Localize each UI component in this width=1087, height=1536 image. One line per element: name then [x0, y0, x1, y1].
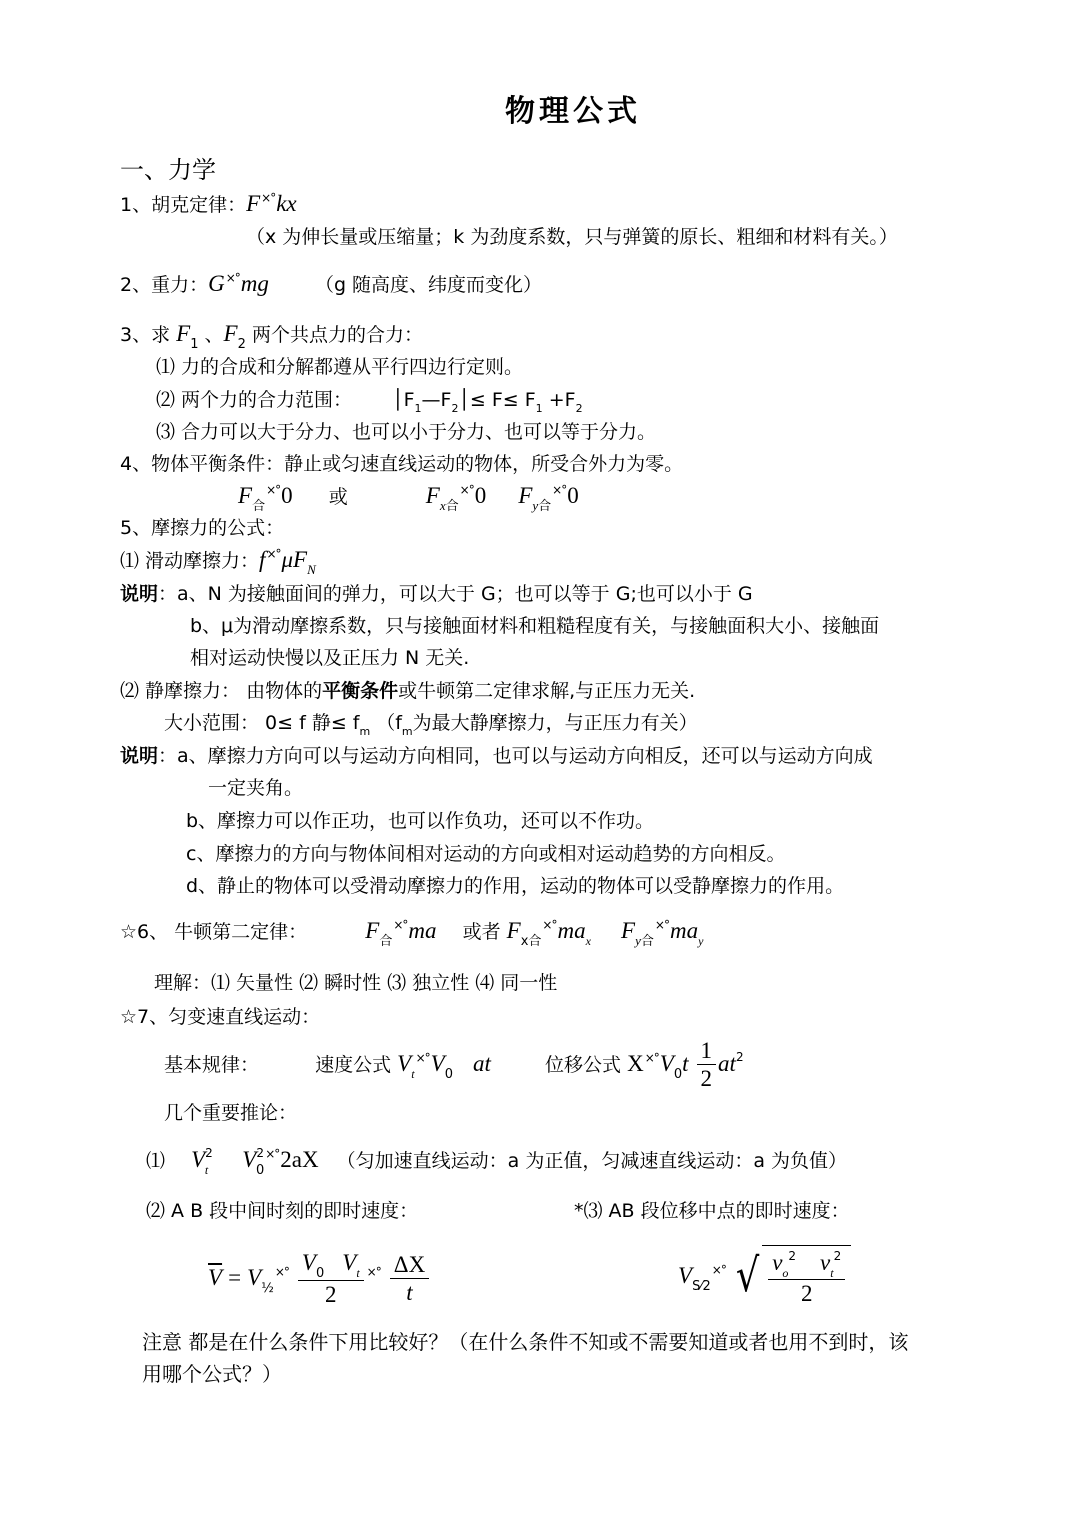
- resultant-heading: [120, 320, 423, 352]
- frac-denominator: 2: [700, 1066, 713, 1091]
- dx-numerator: ΔX: [390, 1252, 429, 1279]
- r1-Vt: V: [191, 1147, 206, 1172]
- inference-1: [146, 1146, 847, 1178]
- resultant-p2-c: │≤ F≤ F: [458, 389, 536, 411]
- displacement-formula-label: 位移公式: [545, 1054, 622, 1076]
- basic-label: 基本规律：: [164, 1054, 260, 1076]
- inference-2-label: ⑵ A B 段中间时刻的即时速度：: [146, 1200, 419, 1222]
- newton-sub-he: 合: [379, 934, 393, 949]
- half-fraction: [697, 1038, 717, 1093]
- friction-note2-b: b、摩擦力可以作正功，也可以作负功，还可以不作功。: [186, 810, 655, 832]
- sqrt-vt: v: [820, 1249, 831, 1275]
- sqrt-vt-sub: t: [830, 1265, 834, 1280]
- resultant-p2-s3: 1: [535, 402, 543, 415]
- inference-3-label: *⑶ AB 段位移中点的即时速度：: [574, 1200, 850, 1222]
- hooke-kx: kx: [276, 191, 297, 216]
- kinetic-muF: μF: [281, 547, 308, 572]
- note-label: 说明: [120, 583, 159, 605]
- v-half-sub: ½: [261, 1281, 274, 1296]
- eq-zero-x: 0: [474, 483, 487, 508]
- garbled-equals-glyph: ×°: [266, 483, 281, 497]
- friction-note2-a2: 一定夹角。: [208, 777, 304, 799]
- sqrt-vo: v: [772, 1249, 783, 1275]
- eq-F: F: [238, 483, 253, 508]
- sqrt-fraction: [768, 1250, 845, 1308]
- eq-zero: 0: [281, 483, 293, 508]
- vel-at: at: [473, 1051, 491, 1076]
- mid-time-velocity-formula: $\overline{V} = V_{\frac{1}{2}}^{\times^\circ}$ $\frac{V_0 V_t}{2}$ ×° $\frac{\Delta X}{t}$: [208, 1248, 431, 1312]
- note-a-text: ：a、N 为接触面间的弹力，可以大于 G；也可以等于 G;也可以小于 G: [158, 583, 753, 605]
- resultant-point-1: ⑴ 力的合成和分解都遵从平行四边行定则。: [156, 356, 524, 378]
- resultant-p2-b: —F: [421, 389, 452, 411]
- sqrt-denominator: 2: [800, 1280, 813, 1306]
- newton-sub-x: x: [520, 934, 529, 949]
- garbled-equals-glyph: ×°: [366, 1265, 381, 1279]
- resultant-p2-a: │F: [392, 389, 415, 411]
- r1-note: （匀加速直线运动：a 为正值，匀减速直线运动：a 为负值）: [336, 1150, 848, 1172]
- resultant-F2-sub: 2: [237, 337, 246, 352]
- r1-V0-sq: 2: [256, 1146, 264, 1160]
- eq-sub-he-x: 合: [445, 499, 459, 514]
- static-range-line: [164, 709, 698, 740]
- newton-Fy: F: [621, 918, 636, 943]
- kinetic-friction-line: [120, 546, 316, 577]
- gravity-note: （g 随高度、纬度而变化）: [314, 274, 543, 296]
- hooke-law-line: [120, 190, 297, 221]
- eq-sub-he-y: 合: [538, 499, 552, 514]
- vel-sub-0: 0: [444, 1067, 453, 1082]
- disp-sub-0: 0: [673, 1067, 683, 1082]
- gravity-line: [120, 270, 542, 301]
- range-pre: 大小范围： 0≤ f 静≤ f: [164, 712, 360, 734]
- radical-sign-icon: √: [735, 1248, 760, 1302]
- friction-note-b2: 相对运动快慢以及正压力 N 无关.: [190, 647, 470, 669]
- resultant-sep: 、: [204, 324, 224, 346]
- newton-ma-y: ma: [669, 918, 699, 943]
- friction-note-b1: b、μ为滑动摩擦系数，只与接触面材料和粗糙程度有关，与接触面积大小、接触面: [190, 615, 880, 637]
- garbled-equals-glyph: ×°: [459, 483, 474, 497]
- dx-over-t-fraction: [390, 1252, 429, 1307]
- vs-sub: S⁄2: [692, 1279, 711, 1294]
- inference-heading: 几个重要推论：: [164, 1102, 298, 1124]
- newton-a-sub-y: y: [698, 934, 704, 948]
- garbled-equals-glyph: ×°: [225, 271, 240, 285]
- disp-at: at: [718, 1051, 736, 1076]
- static-friction-line: [120, 677, 695, 705]
- resultant-p2-s1: 1: [414, 402, 422, 415]
- resultant-F2: F: [223, 321, 238, 346]
- kinetic-f: f: [259, 547, 266, 572]
- newton-label: ☆6、 牛顿第二定律：: [120, 921, 308, 943]
- newton-sub-he-y: 合: [640, 934, 654, 949]
- garbled-equals-glyph: ×°: [265, 1147, 280, 1161]
- garbled-equals-glyph: ×°: [393, 918, 408, 932]
- friction-note2-a1: [120, 742, 873, 770]
- friction-note2-c: c、摩擦力的方向与物体间相对运动的方向或相对运动趋势的方向相反。: [186, 843, 786, 865]
- avg-V0: V: [301, 1250, 316, 1275]
- sqrt-expression: [733, 1245, 851, 1310]
- newton-ma: ma: [408, 918, 437, 943]
- mid-position-velocity-formula: [678, 1244, 851, 1312]
- vel-V0: V: [430, 1051, 445, 1076]
- eq-Fy: F: [518, 483, 533, 508]
- disp-t: t: [682, 1051, 689, 1076]
- eq-Fx: F: [425, 483, 440, 508]
- friction-note2-d: d、静止的物体可以受滑动摩擦力的作用，运动的物体可以受静摩擦力的作用。: [186, 875, 845, 897]
- garbled-equals-glyph: ×°: [261, 191, 276, 205]
- v-half: V: [247, 1265, 262, 1290]
- resultant-point-2: [156, 386, 583, 417]
- gravity-label: 2、重力：: [120, 274, 209, 296]
- r1-2aX: 2aX: [280, 1147, 319, 1172]
- range-sub: m: [359, 725, 371, 738]
- vel-V: V: [397, 1051, 412, 1076]
- eq-zero-y: 0: [567, 483, 579, 508]
- equilibrium-heading: 4、物体平衡条件：静止或匀速直线运动的物体，所受合外力为零。: [120, 453, 684, 475]
- vs-V: V: [678, 1263, 693, 1288]
- newton-Fx: F: [506, 918, 521, 943]
- r1-V0-sub: 0: [255, 1163, 265, 1178]
- hooke-note: （x 为伸长量或压缩量；k 为劲度系数，只与弹簧的原长、粗细和材料有关。）: [246, 226, 898, 248]
- disp-V0: V: [659, 1051, 674, 1076]
- avg-Vt-sub: t: [356, 1266, 360, 1280]
- kinetic-sub-N: N: [307, 562, 316, 577]
- garbled-equals-glyph: ×°: [552, 483, 567, 497]
- resultant-p2-s2: 2: [451, 402, 459, 415]
- garbled-equals-glyph: ×°: [644, 1051, 659, 1065]
- avg-Vt: V: [342, 1250, 357, 1275]
- resultant-F1-sub: 1: [190, 337, 199, 352]
- range-mid: （f: [370, 712, 402, 734]
- garbled-equals-glyph: ×°: [542, 918, 557, 932]
- garbled-equals-glyph: ×°: [654, 918, 669, 932]
- r1-Vt-sq: 2: [205, 1146, 213, 1160]
- friction-heading: 5、摩擦力的公式：: [120, 517, 285, 539]
- resultant-label-pre: 3、求: [120, 324, 171, 346]
- disp-sq: 2: [735, 1050, 744, 1064]
- dx-denominator: t: [406, 1280, 413, 1305]
- resultant-p2-label: ⑵ 两个力的合力范围：: [156, 389, 353, 411]
- eq-sub-y: y: [532, 498, 539, 513]
- range-post: 为最大静摩擦力，与正压力有关）: [412, 712, 698, 734]
- newton-sub-he-x: 合: [528, 934, 542, 949]
- range-sub2: m: [401, 725, 413, 738]
- resultant-point-3: ⑶ 合力可以大于分力、也可以小于分力、也可以等于分力。: [156, 421, 657, 443]
- newton-second-law-line: [120, 917, 703, 949]
- resultant-label-post: 两个共点力的合力：: [251, 324, 423, 346]
- note2-a1-text: ：a、摩擦力方向可以与运动方向相同，也可以与运动方向相反，还可以与运动方向成: [158, 745, 873, 767]
- vel-sub-t: t: [411, 1067, 415, 1081]
- sqrt-vt-sq: 2: [833, 1248, 842, 1263]
- section-heading-mechanics: 一、力学: [120, 156, 216, 184]
- static-bold: 平衡条件: [322, 680, 399, 702]
- sqrt-vo-sq: 2: [788, 1248, 797, 1263]
- resultant-F1: F: [176, 321, 191, 346]
- hooke-F: F: [246, 191, 261, 216]
- newton-understanding: 理解：⑴ 矢量性 ⑵ 瞬时性 ⑶ 独立性 ⑷ 同一性: [154, 972, 558, 994]
- closing-note-1: 注意 都是在什么条件下用比较好？（在什么条件不知或不需要知道或者也用不到时，该: [142, 1330, 909, 1354]
- page-title: 物理公式: [505, 94, 641, 129]
- newton-a-sub-x: x: [585, 934, 591, 948]
- newton-ma-x: ma: [557, 918, 586, 943]
- v-bar: $\overline{V}$: [208, 1265, 223, 1290]
- note2-label: 说明: [120, 745, 159, 767]
- gravity-G: G: [208, 271, 225, 296]
- eq-sub-x: x: [439, 498, 446, 513]
- static-label: ⑵ 静摩擦力： 由物体的: [120, 680, 323, 702]
- garbled-equals-glyph: ×°: [711, 1263, 726, 1277]
- equilibrium-formulas: [238, 482, 579, 514]
- newton-F: F: [365, 918, 380, 943]
- gravity-mg: mg: [240, 271, 269, 296]
- kinetic-label: ⑴ 滑动摩擦力：: [120, 550, 260, 572]
- garbled-equals-glyph: ×°: [274, 1265, 289, 1279]
- eq-or: 或: [328, 486, 348, 508]
- disp-X: X: [627, 1051, 644, 1076]
- kinematics-heading: ☆7、匀变速直线运动：: [120, 1006, 321, 1028]
- r1-Vt-sub: t: [204, 1163, 209, 1177]
- resultant-p2-d: +F: [542, 389, 576, 411]
- avg-denominator: 2: [325, 1282, 337, 1307]
- friction-note-a: [120, 580, 753, 608]
- sqrt-vo-sub: o: [782, 1265, 789, 1280]
- hooke-label: 1、胡克定律：: [120, 194, 247, 216]
- avg-velocity-fraction: [298, 1250, 364, 1309]
- garbled-equals-glyph: ×°: [266, 547, 281, 561]
- r1-label: ⑴: [146, 1150, 166, 1172]
- r1-V0: V: [242, 1147, 257, 1172]
- resultant-p2-s4: 2: [575, 402, 583, 415]
- avg-V0-sub: 0: [315, 1266, 325, 1281]
- newton-or: 或者: [462, 921, 501, 943]
- newton-sub-y: y: [635, 933, 641, 948]
- kinematics-basic-laws: [164, 1036, 744, 1092]
- static-post: 或牛顿第二定律求解,与正压力无关.: [398, 680, 696, 702]
- velocity-formula-label: 速度公式: [315, 1054, 392, 1076]
- closing-note-2: 用哪个公式？）: [142, 1362, 282, 1386]
- eq-sub-he: 合: [252, 499, 266, 514]
- frac-numerator: 1: [697, 1038, 717, 1065]
- garbled-equals-glyph: ×°: [415, 1051, 430, 1065]
